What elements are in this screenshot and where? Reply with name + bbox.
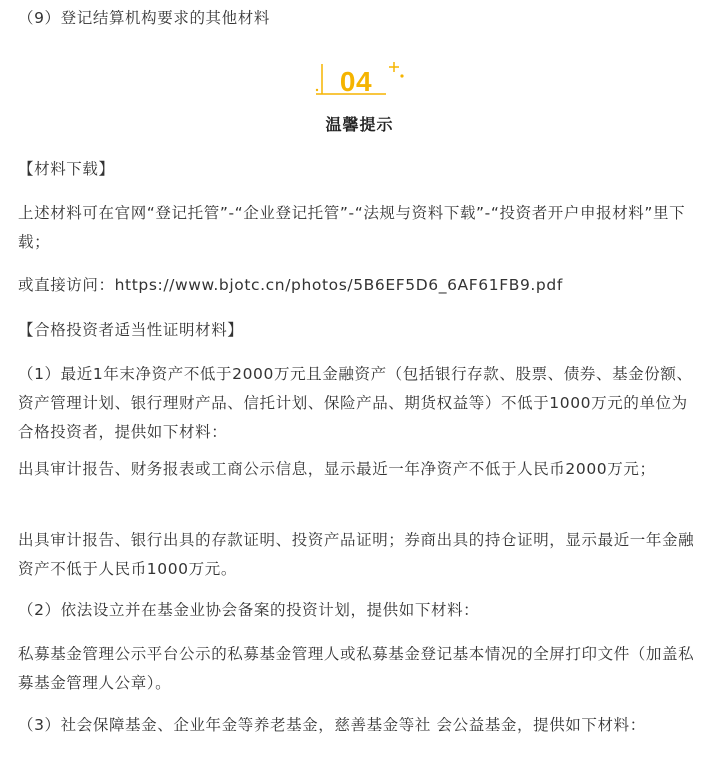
qualification-2-material: 私募基金管理公示平台公示的私募基金管理人或私募基金登记基本情况的全屏打印文件（加盖私募基金管理人公章）。 [18, 645, 695, 692]
qualified-investor-header: 【合格投资者适当性证明材料】 [18, 321, 244, 339]
qualification-3-text: （3）社会保障基金、企业年金等养老基金，慈善基金等社 会公益基金，提供如下材料： [18, 716, 646, 734]
qualification-1-material-b: 出具审计报告、银行出具的存款证明、投资产品证明；券商出具的持仓证明，显示最近一年金融资产不低于人民币1000万元。 [18, 531, 695, 578]
qualification-1-text: （1）最近1年末净资产不低于2000万元且金融资产（包括银行存款、股票、债券、基金份额、资产管理计划、银行理财产品、信托计划、保险产品、期货权益等）不低于1000万元的单位为合格投资者，提供如下材料： [18, 365, 693, 441]
badge-frame-icon [312, 58, 408, 102]
download-header: 【材料下载】 [18, 160, 115, 178]
qualification-1-material-a: 出具审计报告、财务报表或工商公示信息，显示最近一年净资产不低于人民币2000万元； [18, 460, 656, 478]
section-title: 温馨提示 [325, 115, 394, 134]
download-text: 上述材料可在官网“登记托管”-“企业登记托管”-“法规与资料下载”-“投资者开户申报材料”里下载； [18, 204, 686, 251]
section-number-badge [312, 58, 408, 102]
badge-number: 04 [339, 66, 373, 97]
direct-access-text: 或直接访问：https://www.bjotc.cn/photos/5B6EF5D6_6AF61FB9.pdf [18, 276, 563, 294]
qualification-2-text: （2）依法设立并在基金业协会备案的投资计划，提供如下材料： [18, 601, 480, 619]
item-9-text: （9）登记结算机构要求的其他材料 [18, 9, 270, 27]
